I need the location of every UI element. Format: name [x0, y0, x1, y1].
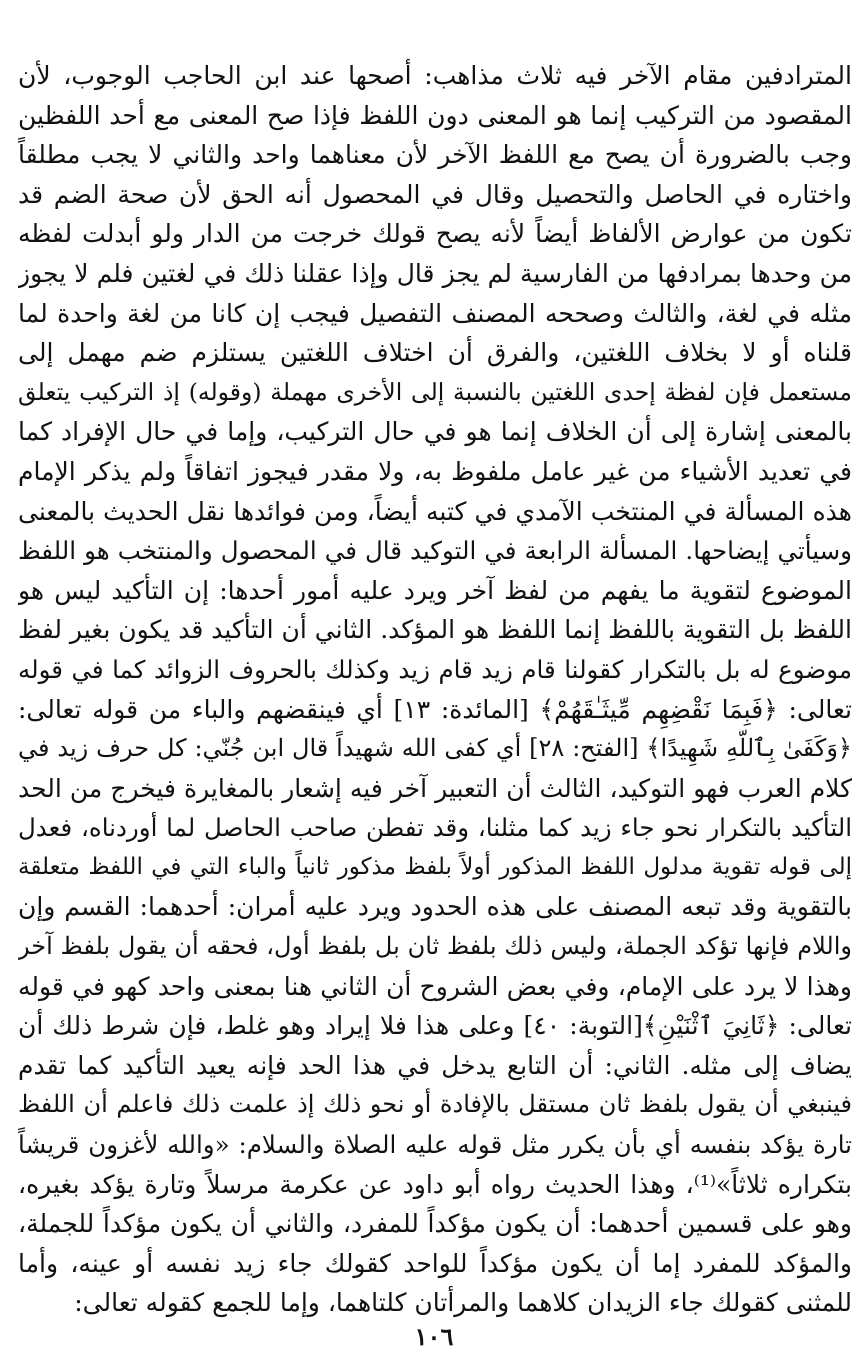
text-line: فينبغي أن يقول بلفظ ثان مستقل بالإفادة أو نحو ذلك إذ علمت ذلك فاعلم أن اللفظ — [18, 1090, 852, 1119]
text-line: المترادفين مقام الآخر فيه ثلاث مذاهب: أصحها عند ابن الحاجب الوجوب، لأن — [18, 61, 852, 90]
text-line: هذه المسألة في المنتخب الآمدي في كتبه أيضاً، ومن فوائدها نقل الحديث بالمعنى — [18, 496, 852, 526]
text-line: وهذا لا يرد على الإمام، وفي بعض الشروح أن الثاني هنا بمعنى واحد كهو في قوله — [18, 971, 852, 1001]
text-line: واللام فإنها تؤكد الجملة، وليس ذلك بلفظ ثان بل بلفظ أول، فحقه أن يقول بلفظ آخر — [18, 932, 852, 961]
text-line: تعالى: ﴿فَبِمَا نَقْضِهِم مِّيثَـٰقَهُمْ﴾ [المائدة: ١٣] أي فينقضهم والباء من قوله تعالى: — [18, 694, 852, 724]
text-line: موضوع له بل بالتكرار كقولنا قام زيد قام زيد وكذلك بالحروف الزوائد كما في قوله — [18, 654, 852, 684]
text-line: وهو على قسمين أحدهما: أن يكون مؤكداً للمفرد، والثاني أن يكون مؤكداً للجملة، — [18, 1209, 852, 1239]
text-line: اللفظ بل التقوية باللفظ إنما اللفظ هو المؤكد. الثاني أن التأكيد قد يكون بغير لفظ — [18, 615, 852, 645]
text-line: قلناه أو لا بخلاف اللغتين، والفرق أن اختلاف اللغتين يستلزم ضم مهمل إلى — [18, 338, 852, 368]
text-line: التأكيد بالتكرار نحو جاء زيد كما مثلنا، وقد تفطن صاحب الحاصل لما أوردناه، فعدل — [18, 813, 852, 843]
text-line: المقصود من التركيب إنما هو المعنى دون اللفظ فإذا صح المعنى مع أحد اللفظين — [18, 100, 852, 130]
text-line: وسيأتي إيضاحها. المسألة الرابعة في التوكيد قال في المحصول والمنتخب هو اللفظ — [18, 536, 852, 566]
text-line: واختاره في الحاصل والتحصيل وقال في المحصول أنه الحق لأن صحة الضم قد — [18, 179, 852, 209]
text-line: تارة يؤكد بنفسه أي بأن يكرر مثل قوله عليه الصلاة والسلام: «والله لأغزون قريشاً — [18, 1130, 852, 1160]
text-line: وجب بالضرورة أن يصح مع اللفظ الآخر لأن معناهما واحد والثاني لا يجب مطلقاً — [18, 140, 852, 170]
text-line: تعالى: ﴿ثَانِيَ ٱثْنَيْنِ﴾[التوبة: ٤٠] وعلى هذا فلا إيراد وهو غلط، فإن شرط ذلك أن — [18, 1011, 852, 1041]
text-line: بتكراره ثلاثاً»⁽¹⁾، وهذا الحديث رواه أبو داود عن عكرمة مرسلاً وتارة يؤكد بغيره، — [18, 1169, 852, 1199]
text-line: بالتقوية وقد تبعه المصنف على هذه الحدود ويرد عليه أمران: أحدهما: القسم وإن — [18, 892, 852, 922]
text-line: يضاف إلى مثله. الثاني: أن التابع يدخل في هذا الحد فإنه يعيد التأكيد كما تقدم — [18, 1050, 852, 1080]
text-line: في تعديد الأشياء من غير عامل ملفوظ به، ولا مقدر فيجوز اتفاقاً ولم يذكر الإمام — [18, 456, 852, 486]
body-text — [18, 56, 852, 1323]
text-line: الموضوع لتقوية ما يفهم من لفظ آخر ويرد عليه أمور أحدها: إن التأكيد ليس هو — [18, 575, 852, 605]
text-line: تكون من عوارض الألفاظ أيضاً لأنه يصح قولك خرجت من الدار ولو أبدلت لفظه — [18, 219, 852, 249]
text-line: مثله في لغة، والثالث وصححه المصنف التفصيل فيجب إن كانا من لغة واحدة لما — [18, 298, 852, 328]
text-line: من وحدها بمرادفها من الفارسية لم يجز قال وإذا عقلنا ذلك في لغتين فلم لا يجوز — [18, 258, 852, 288]
text-line: مستعمل فإن لفظة إحدى اللغتين بالنسبة إلى الأخرى مهملة (وقوله) إذ التركيب يتعلق — [18, 377, 852, 406]
text-line: بالمعنى إشارة إلى أن الخلاف إنما هو في حال التركيب، وإما في حال الإفراد كما — [18, 417, 852, 447]
text-line: والمؤكد للمفرد إما أن يكون مؤكداً للواحد كقولك جاء زيد نفسه أو عينه، وأما — [18, 1248, 852, 1278]
text-line: إلى قوله تقوية مدلول اللفظ المذكور أولاً بلفظ مذكور ثانياً والباء التي في اللفظ متعلقة — [18, 853, 852, 880]
text-line: كلام العرب فهو التوكيد، الثالث أن التعبير آخر فيه إشعار بالمغايرة فيخرج من الحد — [18, 773, 852, 803]
page-number: ١٠٦ — [414, 1322, 454, 1351]
text-line: للمثنى كقولك جاء الزيدان كلاهما والمرأتان كلتاهما، وإما للجمع كقوله تعالى: — [74, 1288, 852, 1318]
text-line: ﴿وَكَفَىٰ بِٱللَّهِ شَهِيدًا﴾ [الفتح: ٢٨] أي كفى الله شهيداً قال ابن جُنّي: كل حرف زيد في — [18, 734, 852, 763]
